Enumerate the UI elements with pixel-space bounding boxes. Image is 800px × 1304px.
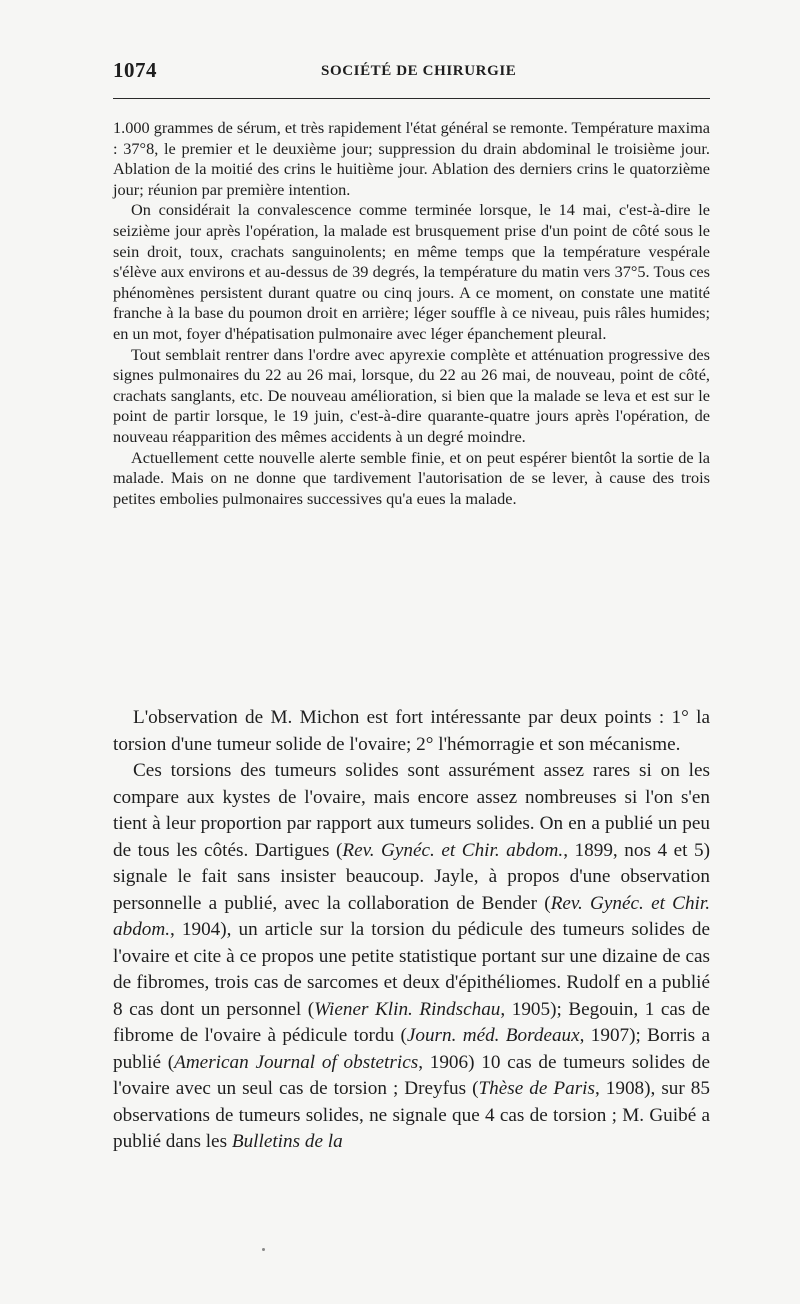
citation-title: Wiener Klin. Rindschau bbox=[314, 998, 501, 1020]
commentary bbox=[113, 705, 710, 1156]
report-paragraph: On considérait la convalescence comme terminée lorsque, le 14 mai, c'est-à-dire le seizième jour après l'opération, la malade est brusquement prise d'un point de côté sous le sein droit, toux, crachats sanguinolents; en même temps que la température vespérale s'élève aux environs et au-dessus de 39 degrés, la température du matin vers 37°5. Tous ces phénomènes persistent durant quatre ou cinq jours. A ce moment, on constate une matité franche à la base du poumon droit en arrière; léger souffle à ce niveau, puis râles humides; en un mot, foyer d'hépatisation pulmonaire avec léger épanchement pleural. bbox=[113, 200, 710, 343]
commentary-paragraph: L'observation de M. Michon est fort intéressante par deux points : 1° la torsion d'une tumeur solide de l'ovaire; 2° l'hémorragie et son mécanisme. bbox=[113, 707, 710, 755]
citation-title: Rev. Gynéc. et Chir. abdom. bbox=[113, 892, 711, 940]
citation-title: Journ. méd. Bordeaux bbox=[406, 1025, 580, 1046]
citation-title: Thèse de Paris bbox=[478, 1078, 595, 1099]
text-run: Ces torsions des tumeurs solides sont assurément assez rares si on les compare aux kystes de l'ovaire, mais encore assez nombreuses si l'on s'en tient à leur proportion par rapport aux tumeurs solides. On en a publié un peu de tous les côtés. Dartigues ( bbox=[113, 760, 710, 861]
text-run: , 1905); Begouin, 1 cas de fibrome de l'ovaire à pédicule tordu ( bbox=[113, 998, 711, 1046]
print-speck bbox=[262, 1248, 265, 1251]
text-run: , 1904), un article sur la torsion du pédicule des tumeurs solides de l'ovaire et cite à ce propos une petite statistique portant sur une dizaine de cas de fibromes, trois cas de sarcomes et deux d'épithéliomes. Rudolf en a publié 8 cas dont un personnel ( bbox=[113, 919, 710, 1020]
text-run: , 1907); Borris a publié ( bbox=[113, 1025, 710, 1073]
report-paragraph: Tout semblait rentrer dans l'ordre avec apyrexie complète et atténuation progressive des signes pulmonaires du 22 au 26 mai, lorsque, du 22 au 26 mai, de nouveau, point de côté, crachats sanglants, etc. De nouveau amélioration, si bien que la malade se leva et est sur le point de partir lorsque, le 19 juin, c'est-à-dire quarante-quatre jours après l'opération, de nouveau réapparition des mêmes accidents à un degré moindre. bbox=[113, 344, 710, 446]
text-run: , 1908), sur 85 observations de tumeurs solides, ne signale que 4 cas de torsion ; M. Guibé a publié dans les bbox=[113, 1078, 710, 1152]
text-run: , 1899, nos 4 et 5) signale le fait sans insister beaucoup. Jayle, à propos d'une observation personnelle a publié, avec la collaboration de Bender ( bbox=[113, 839, 710, 914]
report-paragraph: Actuellement cette nouvelle alerte semble finie, et on peut espérer bientôt la sortie de la malade. Mais on ne donne que tardivement l'autorisation de se lever, à cause des trois petites embolies pulmonaires successives qu'a eues la malade. bbox=[113, 447, 710, 508]
page-number: 1074 bbox=[113, 58, 157, 82]
citation-title: Bulletins de la bbox=[231, 1131, 343, 1152]
citation-title: American Journal of obstetrics bbox=[174, 1051, 419, 1073]
observation-report bbox=[113, 118, 710, 509]
commentary-paragraph bbox=[113, 758, 710, 1156]
report-paragraph: 1.000 grammes de sérum, et très rapidement l'état général se remonte. Température maxima : 37°8, le premier et le deuxième jour; suppression du drain abdominal le troisième jour. Ablation de la moitié des crins le huitième jour. Ablation des derniers crins le quatorzième jour; réunion par première intention. bbox=[113, 118, 710, 199]
journal-title: SOCIÉTÉ DE CHIRURGIE bbox=[321, 63, 517, 79]
running-head bbox=[113, 58, 710, 90]
text-run: , 1906) 10 cas de tumeurs solides de l'ovaire avec un seul cas de torsion ; Dreyfus ( bbox=[113, 1051, 711, 1099]
header-rule bbox=[113, 98, 710, 99]
citation-title: Rev. Gynéc. et Chir. abdom. bbox=[342, 839, 564, 861]
